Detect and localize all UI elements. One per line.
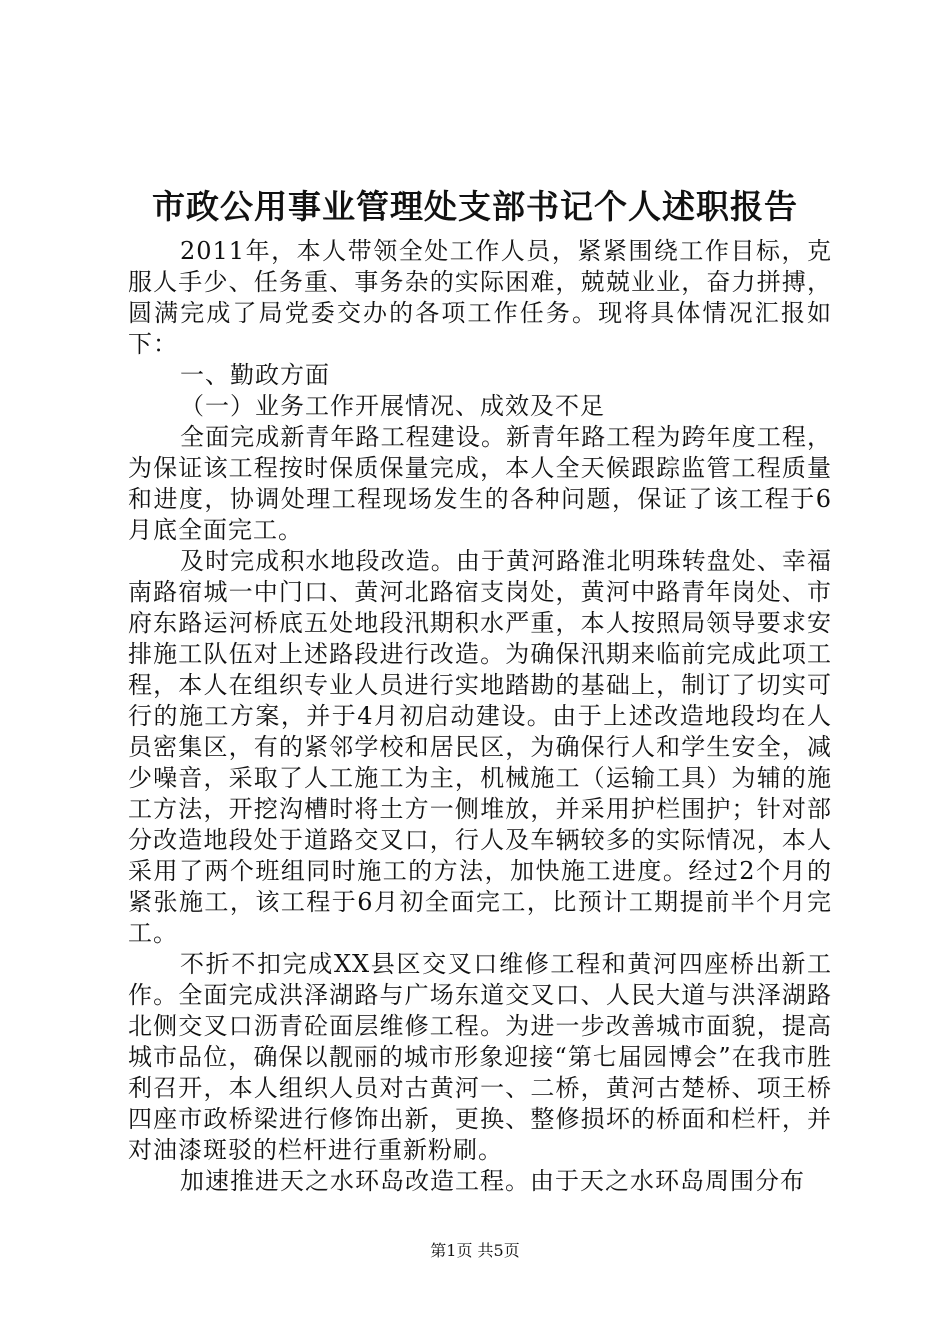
paragraph: 及时完成积水地段改造。由于黄河路淮北明珠转盘处、幸福南路宿城一中门口、黄河北路宿支岗处，黄河中路青年岗处、市府东路运河桥底五处地段汛期积水严重，本人按照局领导要求安排施工队伍对上述路段进行改造。为确保汛期来临前完成此项工程，本人在组织专业人员进行实地踏勘的基础上，制订了切实可行的施工方案，并于4月初启动建设。由于上述改造地段均在人员密集区，有的紧邻学校和居民区，为确保行人和学生安全，减少噪音，采取了人工施工为主，机械施工（运输工具）为辅的施工方法，开挖沟槽时将土方一侧堆放，并采用护栏围护；针对部分改造地段处于道路交叉口，行人及车辆较多的实际情况，本人采用了两个班组同时施工的方法，加快施工进度。经过2个月的紧张施工，该工程于6月初全面完工，比预计工期提前半个月完工。	[128, 547, 832, 947]
paragraph: 加速推进天之水环岛改造工程。由于天之水环岛周围分布	[180, 1167, 805, 1195]
paragraph-intro: 2011年，本人带领全处工作人员，紧紧围绕工作目标，克服人手少、任务重、事务杂的实际困难，兢兢业业，奋力拼搏，圆满完成了局党委交办的各项工作任务。现将具体情况汇报如下：	[128, 237, 832, 358]
paragraph: 全面完成新青年路工程建设。新青年路工程为跨年度工程，为保证该工程按时保质保量完成，本人全天候跟踪监管工程质量和进度，协调处理工程现场发生的各种问题，保证了该工程于6月底全面完工。	[128, 423, 832, 544]
document-body	[128, 236, 832, 1197]
document-title: 市政公用事业管理处支部书记个人述职报告	[152, 187, 798, 226]
section-heading: 一、勤政方面	[180, 361, 330, 389]
subsection-heading: （一）业务工作开展情况、成效及不足	[180, 392, 605, 420]
paragraph: 不折不扣完成XX县区交叉口维修工程和黄河四座桥出新工作。全面完成洪泽湖路与广场东道交叉口、人民大道与洪泽湖路北侧交叉口沥青砼面层维修工程。为进一步改善城市面貌，提高城市品位，确保以靓丽的城市形象迎接“第七届园博会”在我市胜利召开，本人组织人员对古黄河一、二桥，黄河古楚桥、项王桥四座市政桥梁进行修饰出新，更换、整修损坏的桥面和栏杆，并对油漆斑驳的栏杆进行重新粉刷。	[128, 950, 832, 1164]
page-footer: 第1页 共5页	[430, 1241, 520, 1260]
